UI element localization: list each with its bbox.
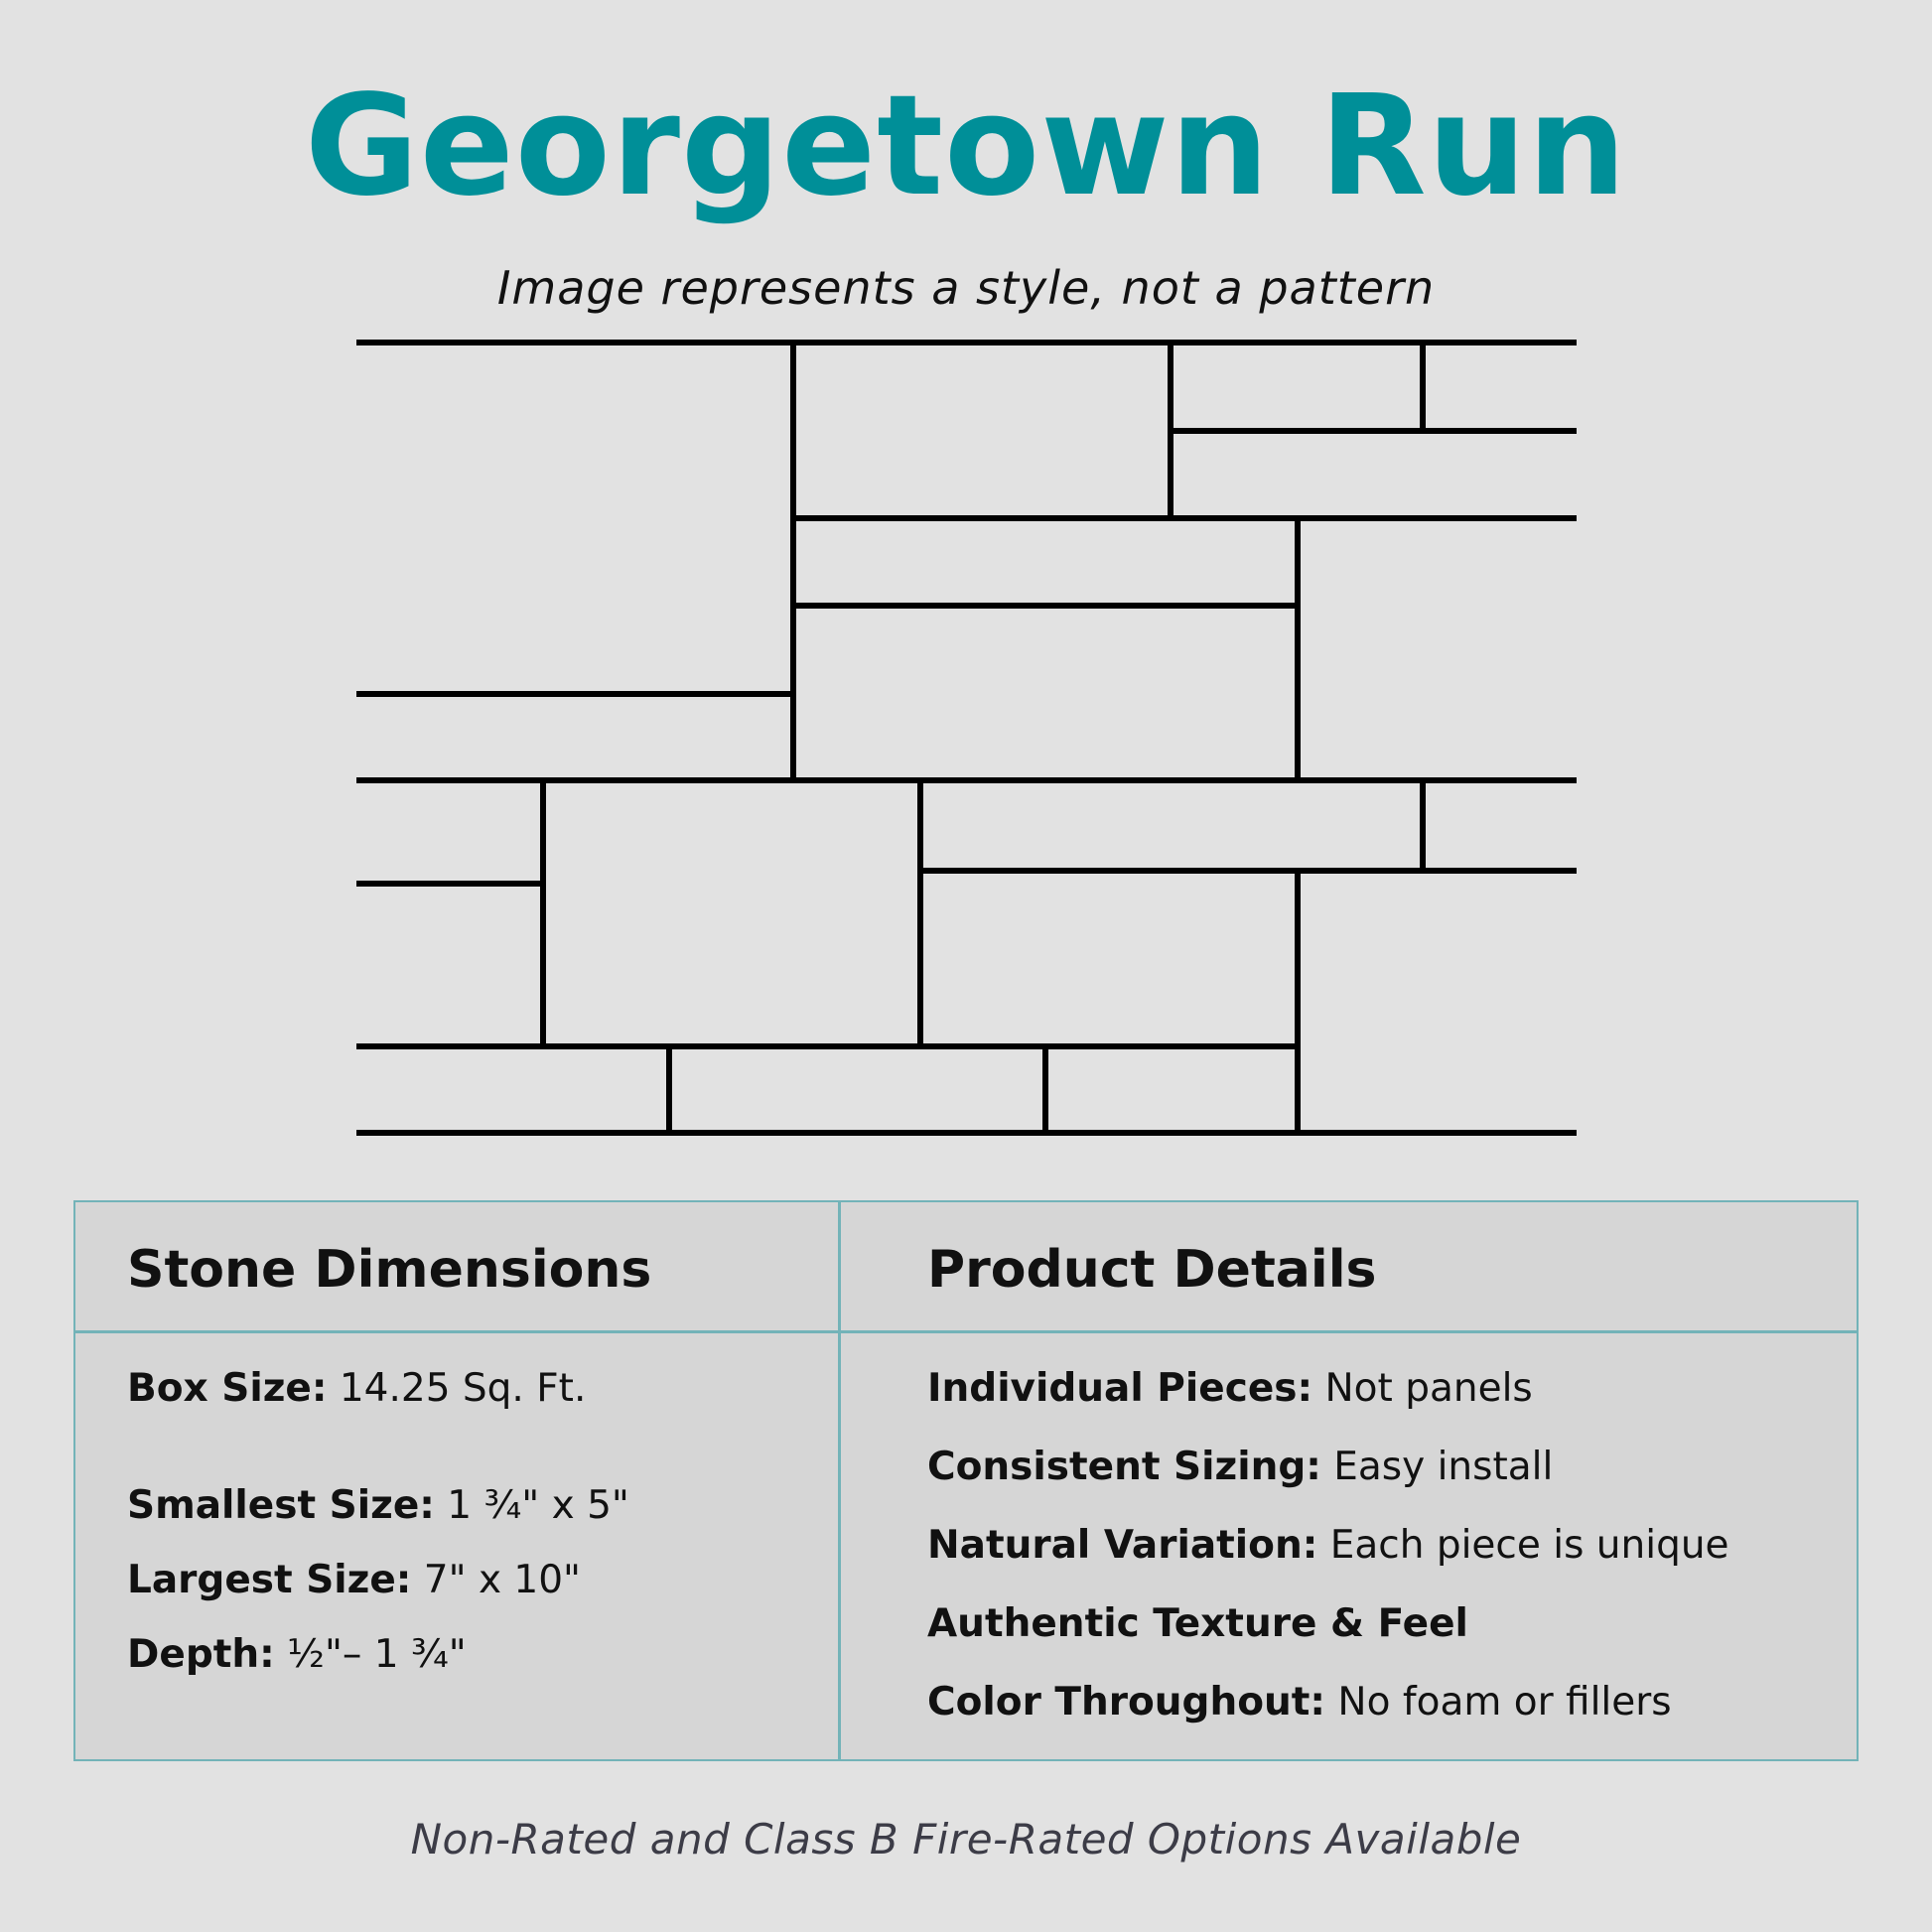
largest-size-value: 7" x 10" bbox=[411, 1558, 581, 1602]
depth-value: ½"– 1 ¾" bbox=[274, 1632, 467, 1677]
individual-pieces-label: Individual Pieces: bbox=[927, 1366, 1313, 1411]
page-title: Georgetown Run bbox=[304, 66, 1628, 227]
info-table bbox=[73, 1200, 1859, 1761]
header-divider bbox=[75, 1330, 1857, 1333]
individual-pieces-line bbox=[927, 1365, 1533, 1413]
smallest-size-line bbox=[127, 1482, 629, 1530]
authentic-texture-line bbox=[927, 1600, 1468, 1648]
stone-dimensions-heading: Stone Dimensions bbox=[127, 1240, 652, 1300]
largest-size-label: Largest Size: bbox=[127, 1558, 412, 1602]
individual-pieces-value: Not panels bbox=[1312, 1366, 1533, 1411]
consistent-sizing-line bbox=[927, 1444, 1553, 1491]
product-details-heading: Product Details bbox=[927, 1240, 1377, 1300]
depth-label: Depth: bbox=[127, 1632, 275, 1677]
consistent-sizing-value: Easy install bbox=[1320, 1445, 1554, 1489]
column-divider bbox=[838, 1202, 841, 1759]
smallest-size-label: Smallest Size: bbox=[127, 1483, 435, 1528]
fire-rating-note: Non-Rated and Class B Fire-Rated Options Available bbox=[410, 1815, 1522, 1863]
box-size-value: 14.25 Sq. Ft. bbox=[327, 1366, 587, 1411]
natural-variation-line bbox=[927, 1522, 1729, 1570]
natural-variation-value: Each piece is unique bbox=[1317, 1523, 1729, 1568]
depth-line bbox=[127, 1631, 467, 1679]
authentic-texture-label: Authentic Texture & Feel bbox=[927, 1601, 1468, 1646]
smallest-size-value: 1 ¾" x 5" bbox=[434, 1483, 629, 1528]
color-throughout-line bbox=[927, 1679, 1672, 1726]
largest-size-line bbox=[127, 1557, 581, 1604]
box-size-line bbox=[127, 1365, 586, 1413]
page-subtitle: Image represents a style, not a pattern bbox=[496, 261, 1436, 315]
box-size-label: Box Size: bbox=[127, 1366, 328, 1411]
color-throughout-label: Color Throughout: bbox=[927, 1680, 1326, 1725]
consistent-sizing-label: Consistent Sizing: bbox=[927, 1445, 1321, 1489]
natural-variation-label: Natural Variation: bbox=[927, 1523, 1318, 1568]
color-throughout-value: No foam or fillers bbox=[1325, 1680, 1672, 1725]
